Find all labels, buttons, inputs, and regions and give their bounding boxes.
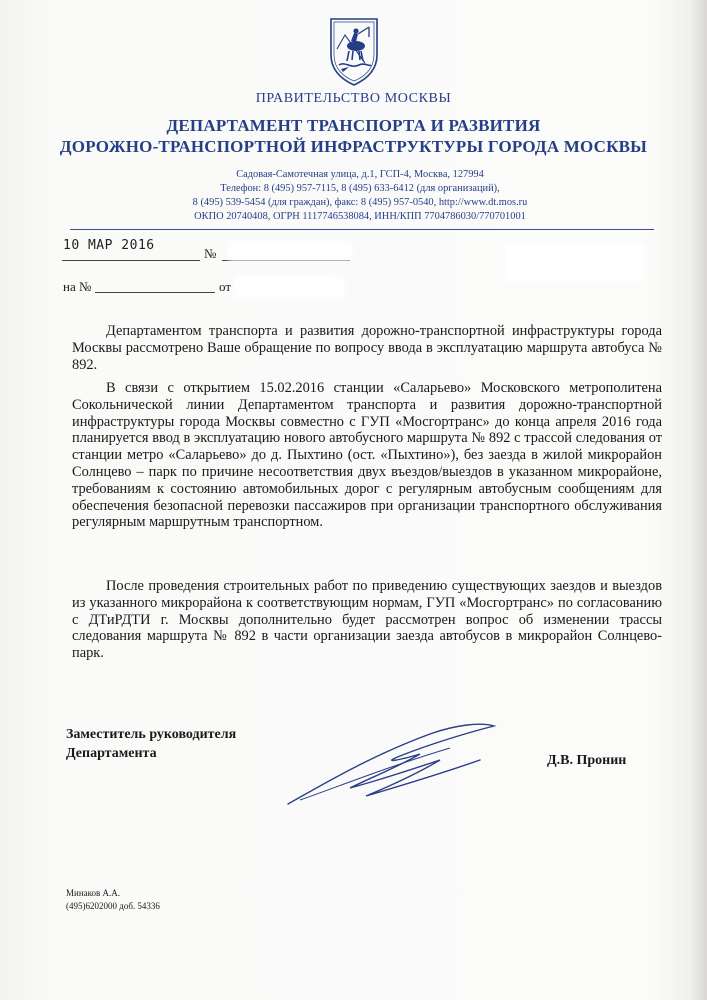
address-line: Садовая-Самотечная улица, д.1, ГСП-4, Москва, 127994 [236, 169, 484, 180]
executor-phone: (495)6202000 доб. 54336 [66, 901, 160, 911]
date-stamp: 10 МАР 2016 [63, 238, 155, 253]
redacted-recipient [505, 244, 645, 282]
signatory-title-line2: Департамента [66, 746, 157, 761]
signatory-name: Д.В. Пронин [547, 753, 627, 768]
number-sign: № [204, 246, 217, 261]
reference-underline [95, 292, 215, 293]
redacted-number [228, 241, 352, 261]
phone-line: Телефон: 8 (495) 957-7115, 8 (495) 633-6412 (для организаций), [220, 183, 500, 194]
from-label: от [219, 279, 232, 294]
header-divider [70, 229, 654, 230]
executor-name: Минаков А.А. [66, 888, 121, 898]
letter-body-paragraph-1: Департаментом транспорта и развития дорожно-транспортной инфраструктуры города Москвы рассмотрено Ваше обращение по вопросу ввода в эксплуатацию маршрута автобуса № 892. [72, 323, 662, 373]
government-title: ПРАВИТЕЛЬСТВО МОСКВЫ [255, 91, 452, 106]
phone-fax-line: 8 (495) 539-5454 (для граждан), факс: 8 (495) 957-0540, http://www.dt.mos.ru [192, 197, 528, 208]
reference-label: на № [63, 279, 92, 294]
letter-body-paragraph-2: В связи с открытием 15.02.2016 станции «Саларьево» Московского метрополитена Сокольнической линии Департаментом транспорта и развития дорожно-транспортной инфраструктуры города Москвы совместно с ГУП «Мосгортранс» до конца апреля 2016 года планируется ввод в эксплуатацию нового автобусного маршрута № 892 с трассой следования от станции метро «Саларьево» до д. Пыхтино (ост. «Пыхтино»), без заезда в жилой микрорайон Солнцево – парк по причине несоответствия двух въездов/выездов в указанном микрорайоне, требованиям к состоянию автомобильных дорог с регулярным автобусным сообщениям для обеспечения безопасной перевозки пассажиров при организации транспортного обслуживания регулярным маршрутным транспортном. [72, 380, 662, 531]
signatory-title-line1: Заместитель руководителя [66, 727, 237, 742]
redacted-reference [234, 276, 344, 298]
department-title-line2: ДОРОЖНО-ТРАНСПОРТНОЙ ИНФРАСТРУКТУРЫ ГОРОДА МОСКВЫ [59, 137, 648, 156]
registry-codes-line: ОКПО 20740408, ОГРН 1117746538084, ИНН/КПП 7704786030/770701001 [194, 211, 526, 222]
date-underline [62, 260, 200, 261]
department-title-line1: ДЕПАРТАМЕНТ ТРАНСПОРТА И РАЗВИТИЯ [166, 116, 541, 135]
moscow-coat-of-arms-icon [325, 15, 383, 87]
handwritten-signature [280, 716, 520, 816]
letter-body-paragraph-3: После проведения строительных работ по приведению существующих заездов и выездов из указанного микрорайона к соответствующим нормам, ГУП «Мосгортранс» по согласованию с ДТиРДТИ г. Москвы дополнительно будет рассмотрен вопрос об изменении трассы следования маршрута № 892 в части организации заезда автобусов в микрорайон Солнцево-парк. [72, 578, 662, 662]
